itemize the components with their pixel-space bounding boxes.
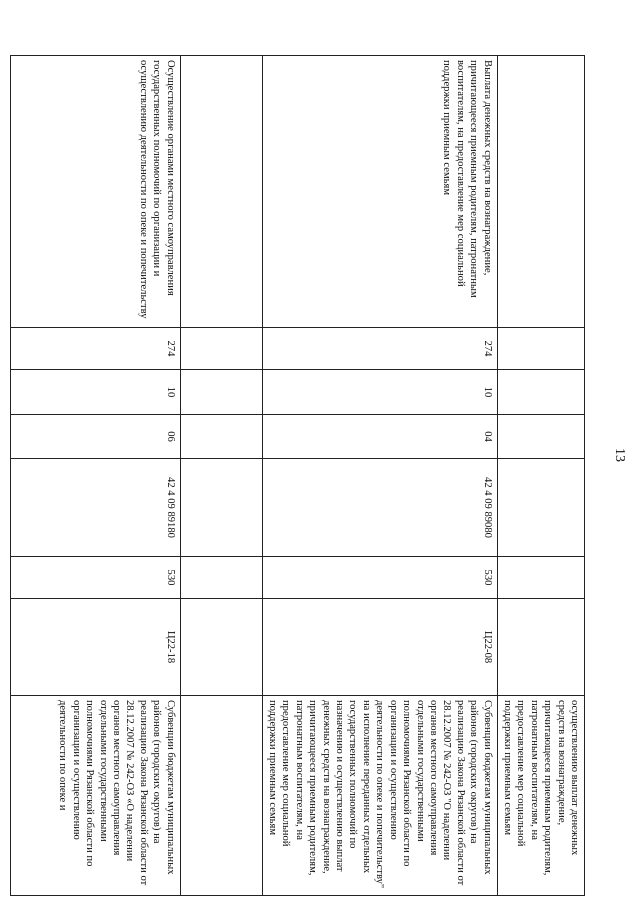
cell-admin — [180, 328, 262, 370]
cell-section: 10 — [262, 370, 497, 415]
cell-subsection — [497, 415, 584, 459]
table-row — [10, 56, 180, 896]
cell-code — [497, 599, 584, 696]
cell-code: Ц22-08 — [262, 599, 497, 696]
cell-subsection — [180, 415, 262, 459]
cell-description — [180, 696, 262, 896]
cell-code — [180, 599, 262, 696]
cell-code: Ц22-18 — [10, 599, 180, 696]
cell-name: Осуществление органами местного самоуправления государственных полномочий по организации и осуществлению деятельности по опеке и попечительству — [10, 56, 180, 328]
cell-admin: 274 — [10, 328, 180, 370]
cell-section: 10 — [10, 370, 180, 415]
table-row — [262, 56, 497, 896]
cell-target: 42 4 09 89080 — [262, 459, 497, 557]
budget-table — [10, 55, 585, 896]
cell-admin — [497, 328, 584, 370]
cell-description: осуществлению выплат денежных средств на вознаграждение, причитающееся приемным родителям, патронатным воспитателям, на предоставление мер социальной поддержки приемным семьям — [497, 696, 584, 896]
cell-target: 42 4 09 89180 — [10, 459, 180, 557]
cell-description: Субвенции бюджетам муниципальных районов (городских округов) на реализацию Закона Рязанской области от 28.12.2007 № 242-ОЗ «О наделении органов местного самоуправления отдельными государственными полномочиями Рязанской области по организации и осуществлению деятельности по опеке и — [10, 696, 180, 896]
cell-subsection: 04 — [262, 415, 497, 459]
cell-name — [497, 56, 584, 328]
cell-subsection: 06 — [10, 415, 180, 459]
cell-section — [497, 370, 584, 415]
cell-admin: 274 — [262, 328, 497, 370]
cell-name: Выплата денежных средств на вознаграждение, причитающееся приемным родителям, патронатным воспитателям, на предоставление мер социальной поддержки приемным семьям — [262, 56, 497, 328]
cell-vr: 530 — [10, 557, 180, 599]
cell-vr: 530 — [262, 557, 497, 599]
cell-name — [180, 56, 262, 328]
cell-section — [180, 370, 262, 415]
cell-target — [497, 459, 584, 557]
table-row — [497, 56, 584, 896]
cell-vr — [497, 557, 584, 599]
cell-description: Субвенции бюджетам муниципальных районов (городских округов) на реализацию Закона Рязанской области от 28.12.2007 № 242-ОЗ "О наделении органов местного самоуправления отдельными государственными полномочиями Рязанской области по организации и осуществлению деятельности по опеке и попечительству" на исполнение переданных отдельных государственных полномочий по назначению и осуществлению выплат денежных средств на вознаграждение, причитающееся приемным родителям, патронатным воспитателям, на предоставление мер социальной поддержки приемным семьям — [262, 696, 497, 896]
page-number: 13 — [612, 448, 627, 462]
table-row — [180, 56, 262, 896]
cell-target — [180, 459, 262, 557]
cell-vr — [180, 557, 262, 599]
